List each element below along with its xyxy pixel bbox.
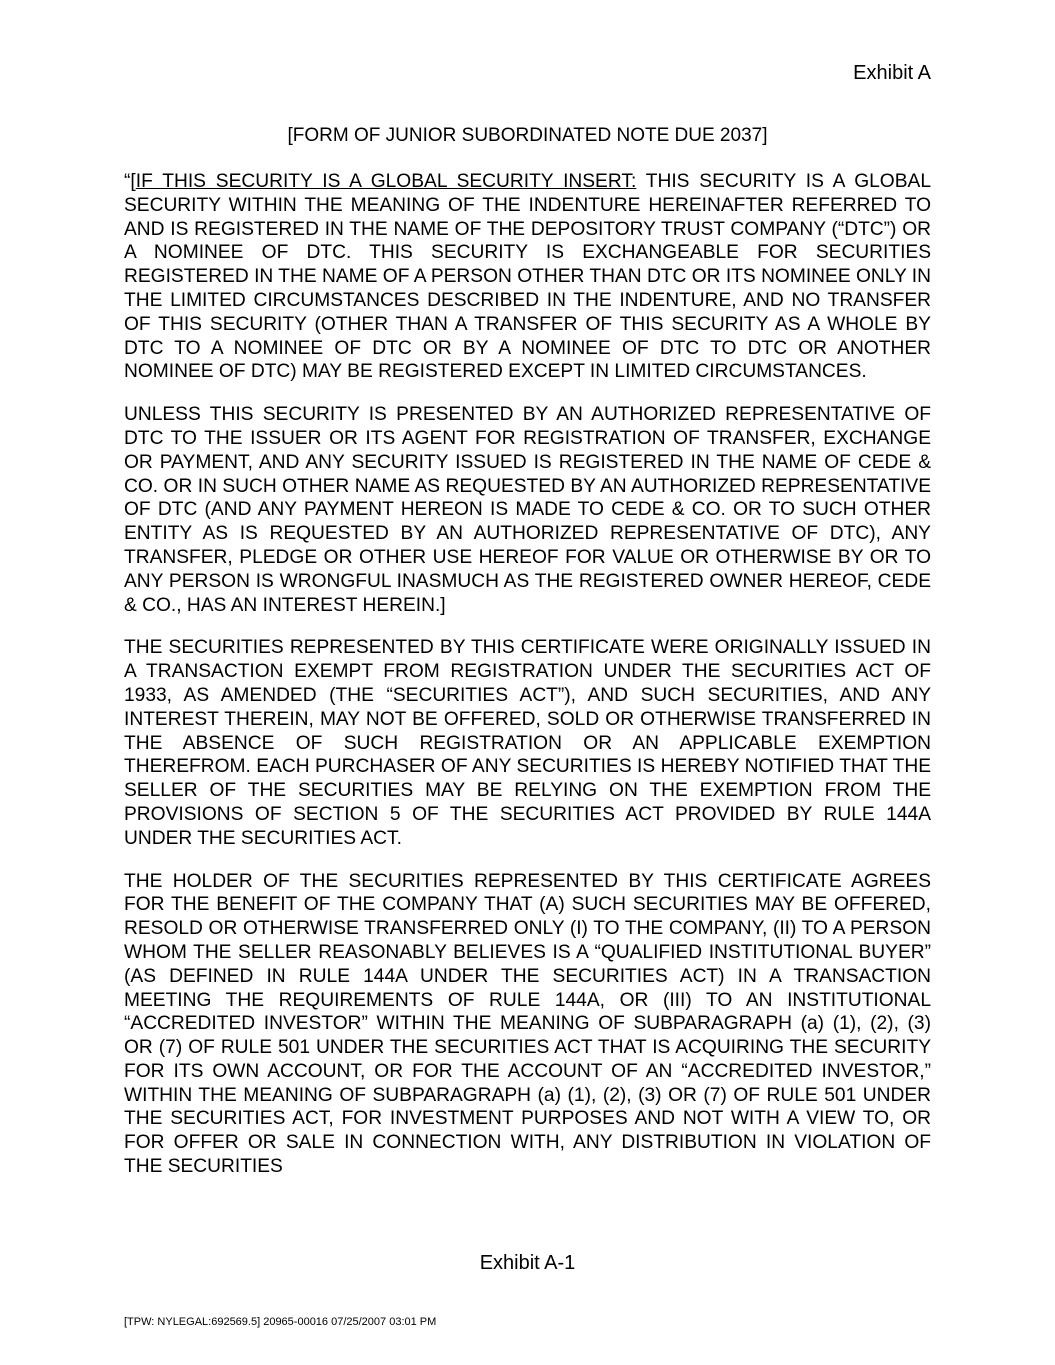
- exhibit-label: Exhibit A: [853, 62, 931, 84]
- open-quote: “[: [124, 171, 136, 192]
- global-security-paragraph: [124, 170, 931, 384]
- global-security-text: THIS SECURITY IS A GLOBAL SECURITY WITHIN THE MEANING OF THE INDENTURE HEREINAFTER REFERRED TO AND IS REGISTERED IN THE NAME OF THE DEPOSITORY TRUST COMPANY (“DTC”) OR A NOMINEE OF DTC. THIS SECURITY IS EXCHANGEABLE FOR SECURITIES REGISTERED IN THE NAME OF A PERSON OTHER THAN DTC OR ITS NOMINEE ONLY IN THE LIMITED CIRCUMSTANCES DESCRIBED IN THE INDENTURE, AND NO TRANSFER OF THIS SECURITY (OTHER THAN A TRANSFER OF THIS SECURITY AS A WHOLE BY DTC TO A NOMINEE OF DTC OR BY A NOMINEE OF DTC TO DTC OR ANOTHER NOMINEE OF DTC) MAY BE REGISTERED EXCEPT IN LIMITED CIRCUMSTANCES.: [124, 171, 931, 383]
- securities-act-paragraph: THE SECURITIES REPRESENTED BY THIS CERTIFICATE WERE ORIGINALLY ISSUED IN A TRANSACTION EXEMPT FROM REGISTRATION UNDER THE SECURITIES ACT OF 1933, AS AMENDED (THE “SECURITIES ACT”), AND SUCH SECURITIES, AND ANY INTEREST THEREIN, MAY NOT BE OFFERED, SOLD OR OTHERWISE TRANSFERRED IN THE ABSENCE OF SUCH REGISTRATION OR AN APPLICABLE EXEMPTION THEREFROM. EACH PURCHASER OF ANY SECURITIES IS HEREBY NOTIFIED THAT THE SELLER OF THE SECURITIES MAY BE RELYING ON THE EXEMPTION FROM THE PROVISIONS OF SECTION 5 OF THE SECURITIES ACT PROVIDED BY RULE 144A UNDER THE SECURITIES ACT.: [124, 637, 931, 849]
- holder-agreement-paragraph: THE HOLDER OF THE SECURITIES REPRESENTED BY THIS CERTIFICATE AGREES FOR THE BENEFIT OF THE COMPANY THAT (A) SUCH SECURITIES MAY BE OFFERED, RESOLD OR OTHERWISE TRANSFERRED ONLY (I) TO THE COMPANY, (II) TO A PERSON WHOM THE SELLER REASONABLY BELIEVES IS A “QUALIFIED INSTITUTIONAL BUYER” (AS DEFINED IN RULE 144A UNDER THE SECURITIES ACT) IN A TRANSACTION MEETING THE REQUIREMENTS OF RULE 144A, OR (III) TO AN INSTITUTIONAL “ACCREDITED INVESTOR” WITHIN THE MEANING OF SUBPARAGRAPH (a) (1), (2), (3) OR (7) OF RULE 501 UNDER THE SECURITIES ACT THAT IS ACQUIRING THE SECURITY FOR ITS OWN ACCOUNT, OR FOR THE ACCOUNT OF AN “ACCREDITED INVESTOR,” WITHIN THE MEANING OF SUBPARAGRAPH (a) (1), (2), (3) OR (7) OF RULE 501 UNDER THE SECURITIES ACT, FOR INVESTMENT PURPOSES AND NOT WITH A VIEW TO, OR FOR OFFER OR SALE IN CONNECTION WITH, ANY DISTRIBUTION IN VIOLATION OF THE SECURITIES: [124, 870, 931, 1178]
- form-title: [FORM OF JUNIOR SUBORDINATED NOTE DUE 2037]: [287, 125, 768, 146]
- global-security-insert-heading: IF THIS SECURITY IS A GLOBAL SECURITY INSERT:: [135, 171, 637, 192]
- dtc-paragraph: UNLESS THIS SECURITY IS PRESENTED BY AN AUTHORIZED REPRESENTATIVE OF DTC TO THE ISSUER OR ITS AGENT FOR REGISTRATION OF TRANSFER, EXCHANGE OR PAYMENT, AND ANY SECURITY ISSUED IS REGISTERED IN THE NAME OF CEDE & CO. OR IN SUCH OTHER NAME AS REQUESTED BY AN AUTHORIZED REPRESENTATIVE OF DTC (AND ANY PAYMENT HEREON IS MADE TO CEDE & CO. OR TO SUCH OTHER ENTITY AS IS REQUESTED BY AN AUTHORIZED REPRESENTATIVE OF DTC), ANY TRANSFER, PLEDGE OR OTHER USE HEREOF FOR VALUE OR OTHERWISE BY OR TO ANY PERSON IS WRONGFUL INASMUCH AS THE REGISTERED OWNER HEREOF, CEDE & CO., HAS AN INTEREST HEREIN.]: [124, 404, 931, 616]
- legend-body: [124, 170, 931, 1198]
- page-label: Exhibit A-1: [479, 1252, 576, 1274]
- document-code: [TPW: NYLEGAL:692569.5] 20965-00016 07/25/2007 03:01 PM: [124, 1316, 437, 1328]
